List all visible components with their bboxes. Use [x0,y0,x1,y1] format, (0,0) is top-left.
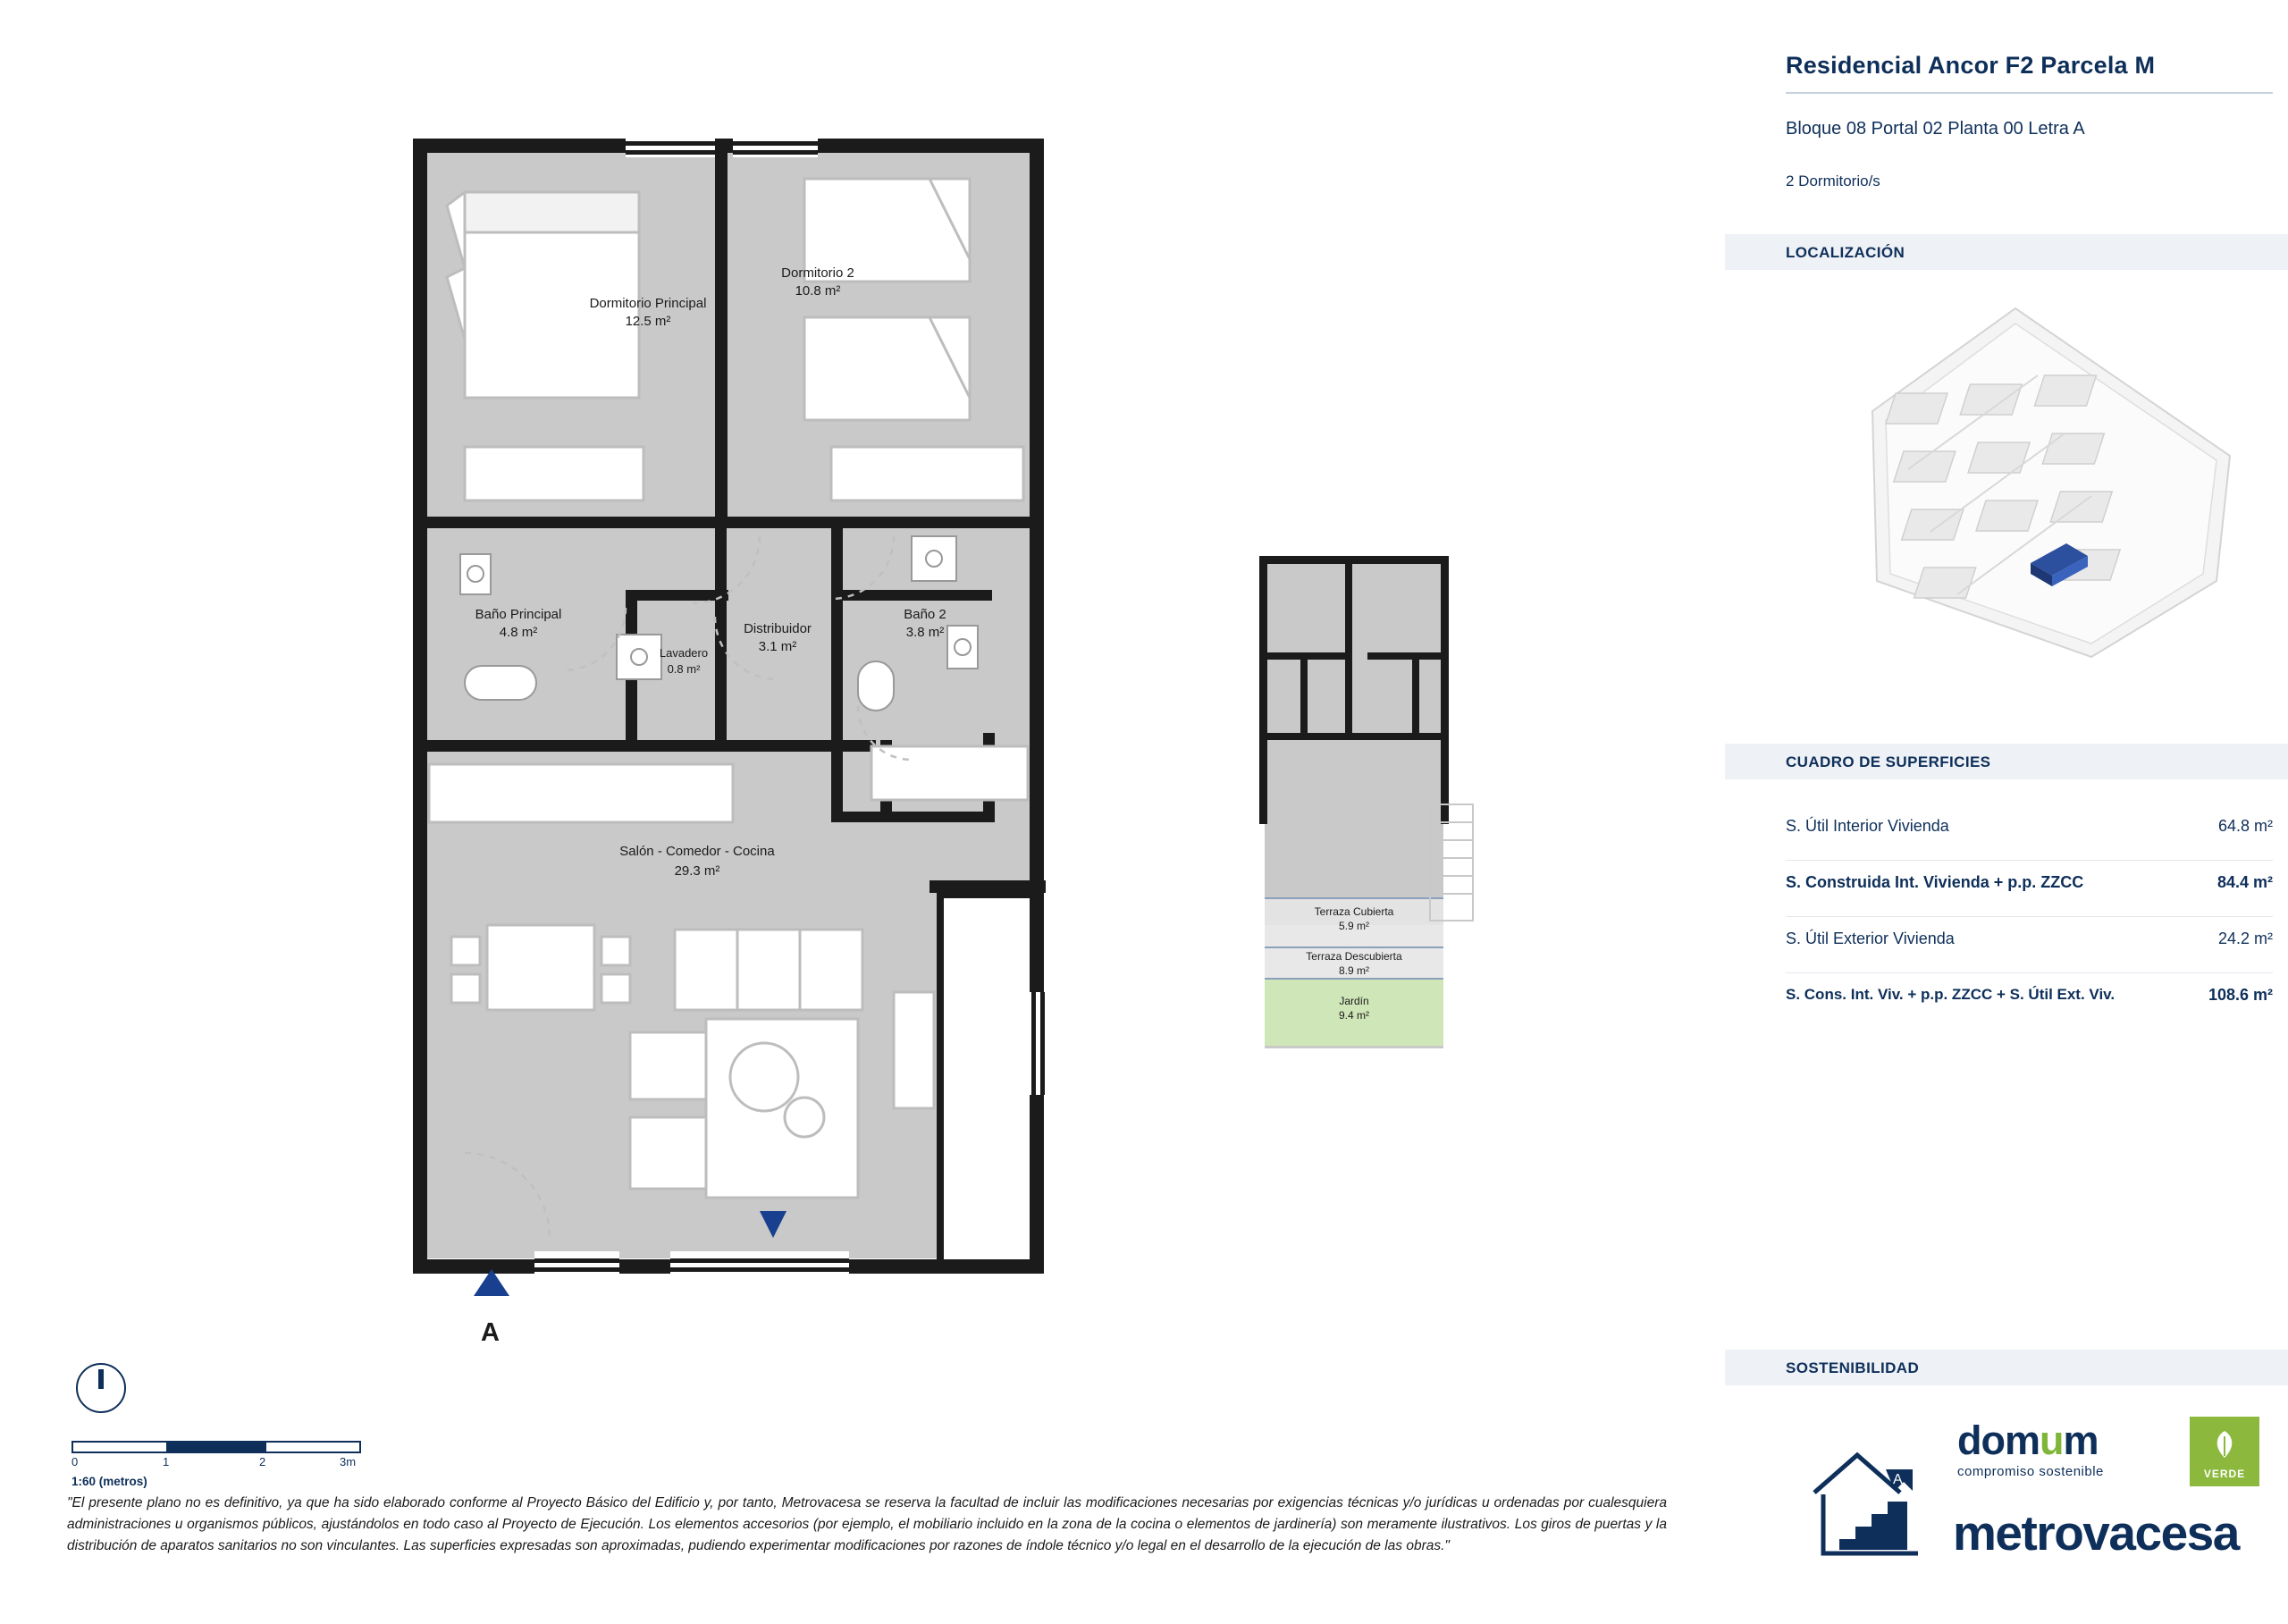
verde-badge [2190,1417,2259,1486]
room-area: 9.4 m² [1338,1009,1369,1022]
section-header-localizacion: LOCALIZACIÓN [1725,234,2288,270]
room-area: 10.8 m² [795,283,841,299]
domum-text-1: dom [1957,1418,2040,1463]
section-header-sostenibilidad: SOSTENIBILIDAD [1725,1350,2288,1385]
surface-value: 108.6 m² [2208,986,2273,1004]
domum-tagline: compromiso sostenible [1957,1464,2104,1479]
room-name: Baño Principal [475,607,562,622]
table-row [1786,804,2273,861]
room-name: Terraza Descubierta [1306,950,1402,963]
surface-label: S. Construida Int. Vivienda + p.p. ZZCC [1786,873,2084,891]
table-row [1786,973,2273,1029]
room-label-bano-2 [862,606,988,643]
room-area: 3.8 m² [905,625,945,641]
table-row [1786,861,2273,917]
surface-value: 24.2 m² [2217,930,2273,947]
room-area: 29.3 m² [674,862,720,879]
domum-text-2: m [2063,1418,2099,1463]
compass-icon [76,1363,126,1413]
table-row [1786,917,2273,973]
surface-value: 84.4 m² [2216,873,2273,891]
room-name: Dormitorio Principal [589,296,707,311]
room-name: Distribuidor [744,621,812,636]
room-name: Baño 2 [904,607,946,622]
room-area: 12.5 m² [625,314,671,330]
leaf-icon [2207,1427,2242,1463]
room-area: 4.8 m² [499,625,538,641]
room-label-terraza-descubierta [1256,949,1452,978]
section-header-cuadro-superficies: CUADRO DE SUPERFICIES [1725,744,2288,779]
room-name: Lavadero [659,646,709,660]
room-area: 0.8 m² [667,661,701,676]
surfaces-table [1786,804,2273,1029]
scale-caption: 1:60 (metros) [72,1475,147,1488]
info-panel [1725,0,2288,1624]
metrovacesa-logo: metrovacesa [1953,1505,2239,1561]
room-area: 5.9 m² [1338,920,1369,933]
sustainability-logos [1725,1399,2288,1604]
energy-house-icon [1804,1439,1938,1564]
room-name: Dormitorio 2 [781,265,854,281]
site-locator-map [1823,286,2243,679]
room-area: 8.9 m² [1338,964,1369,978]
room-label-dormitorio-2 [742,265,894,301]
scale-tick-0: 0 [72,1455,79,1468]
surface-label: S. Útil Exterior Vivienda [1786,930,1955,947]
bedroom-count: 2 Dormitorio/s [1786,172,1880,189]
surface-label: S. Cons. Int. Viv. + p.p. ZZCC + S. Útil Ext. Viv. [1786,986,2116,1003]
room-label-jardin [1260,994,1448,1022]
scale-tick-3: 3m [340,1455,357,1468]
svg-text:A: A [1893,1472,1903,1487]
room-label-salon-comedor-cocina [608,842,786,881]
title-divider [1786,92,2273,94]
room-name: Terraza Cubierta [1314,905,1394,918]
room-label-terraza-cubierta [1260,905,1448,933]
scale-tick-2: 2 [259,1455,266,1468]
domum-logo [1957,1420,2104,1479]
domum-text-u: u [2040,1418,2064,1463]
scale-tick-1: 1 [163,1455,170,1468]
unit-subtitle: Bloque 08 Portal 02 Planta 00 Letra A [1786,119,2085,139]
page-title: Residencial Ancor F2 Parcela M [1786,52,2156,79]
room-area: 3.1 m² [758,639,797,655]
disclaimer-text: "El presente plano no es definitivo, ya que ha sido elaborado conforme al Proyecto Básico del Edificio y, por tanto, Metrovacesa se reserva la facultad de incluir las modificaciones necesarias por exigencias técnicas y/o jurídicas u ordenadas por cualesquiera administraciones u organismos públicos, ajustándolos en todo caso al Proyecto de Ejecución. Los elementos accesorios (por ejemplo, el mobiliario incluido en la zona de la cocina o elementos de jardinería) son meramente ilustrativos. Los giros de puertas y la distribución de aparatos sanitarios no son vinculantes. Las superficies expresadas son aproximadas, pudiendo experimentar modificaciones por razones de índole técnico y/o legal en el desarrollo de la ejecución de las obras." [67,1495,1667,1554]
surface-value: 64.8 m² [2217,817,2273,835]
scale-bar [72,1441,358,1468]
room-label-bano-principal [438,606,599,643]
room-label-dormitorio-principal [572,295,724,332]
room-label-distribuidor [706,620,849,657]
section-letter: A [481,1318,500,1347]
verde-label: VERDE [2203,1468,2246,1480]
surface-label: S. Útil Interior Vivienda [1786,817,1949,835]
room-name: Jardín [1339,995,1369,1007]
room-name: Salón - Comedor - Cocina [619,844,775,859]
